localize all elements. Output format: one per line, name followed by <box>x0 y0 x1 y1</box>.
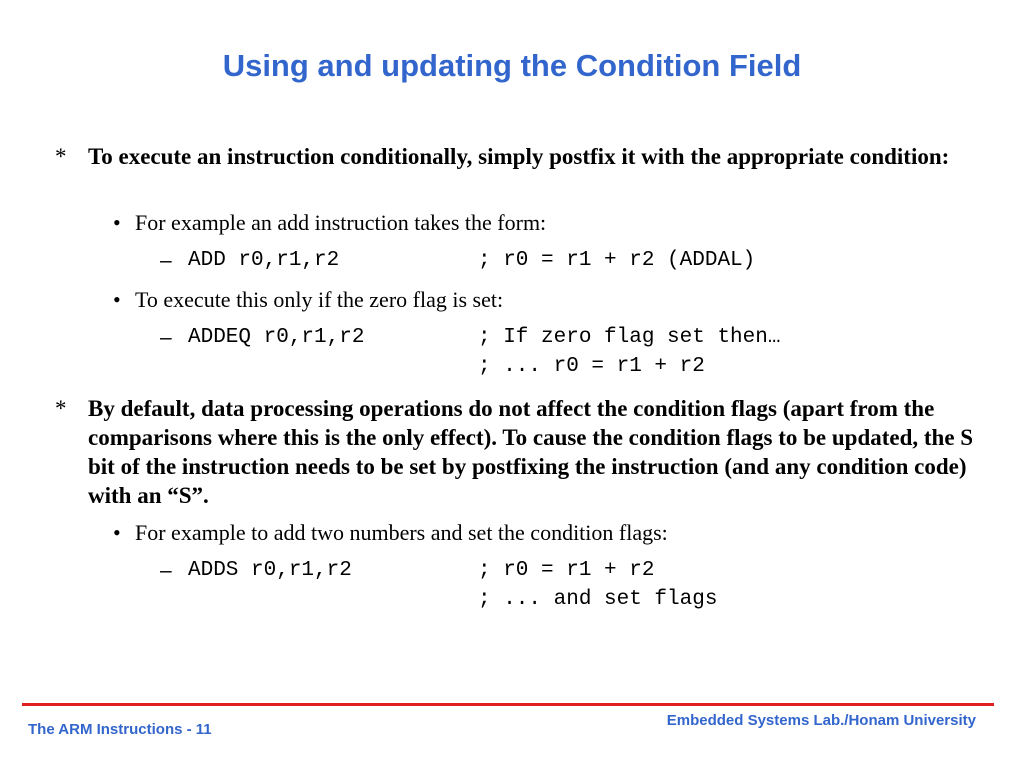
code-instruction-addeq: ADDEQ r0,r1,r2 <box>188 326 365 349</box>
sub-bullet-marker: • <box>113 287 121 312</box>
sub-bullet-set-flags: For example to add two numbers and set the condition flags: <box>135 520 668 545</box>
footer-organization: Embedded Systems Lab./Honam University <box>666 712 976 729</box>
code-comment-adds-2: ; ... and set flags <box>478 588 718 611</box>
code-comment-addeq-1: ; If zero flag set then… <box>478 326 781 349</box>
code-comment-add: ; r0 = r1 + r2 (ADDAL) <box>478 249 756 272</box>
bullet-marker: * <box>55 144 67 169</box>
sub-bullet-add-form: For example an add instruction takes the form: <box>135 210 547 235</box>
bullet-marker: * <box>55 396 67 421</box>
sub-bullet-marker: • <box>113 520 121 545</box>
code-instruction-add: ADD r0,r1,r2 <box>188 249 340 272</box>
code-dash: – <box>160 326 172 349</box>
sub-bullet-marker: • <box>113 210 121 235</box>
slide-title: Using and updating the Condition Field <box>222 48 802 83</box>
bullet-text-conditional-execution: To execute an instruction conditionally, simply postfix it with the appropriate condition: <box>88 144 950 169</box>
footer-divider <box>22 703 994 706</box>
bullet-text-default-flags: By default, data processing operations do not affect the condition flags (apart from the comparisons where this is the only effect). To cause the condition flags to be updated, the S bit of the instruction needs to be set by postfixing the instruction (and any condition code) with an “S”. <box>88 396 974 508</box>
code-comment-addeq-2: ; ... r0 = r1 + r2 <box>478 355 705 378</box>
code-comment-adds-1: ; r0 = r1 + r2 <box>478 559 655 582</box>
code-instruction-adds: ADDS r0,r1,r2 <box>188 559 352 582</box>
sub-bullet-zero-flag: To execute this only if the zero flag is set: <box>135 287 504 312</box>
footer-slide-label: The ARM Instructions - 11 <box>28 721 212 738</box>
code-dash: – <box>160 249 172 272</box>
code-dash: – <box>160 559 172 582</box>
